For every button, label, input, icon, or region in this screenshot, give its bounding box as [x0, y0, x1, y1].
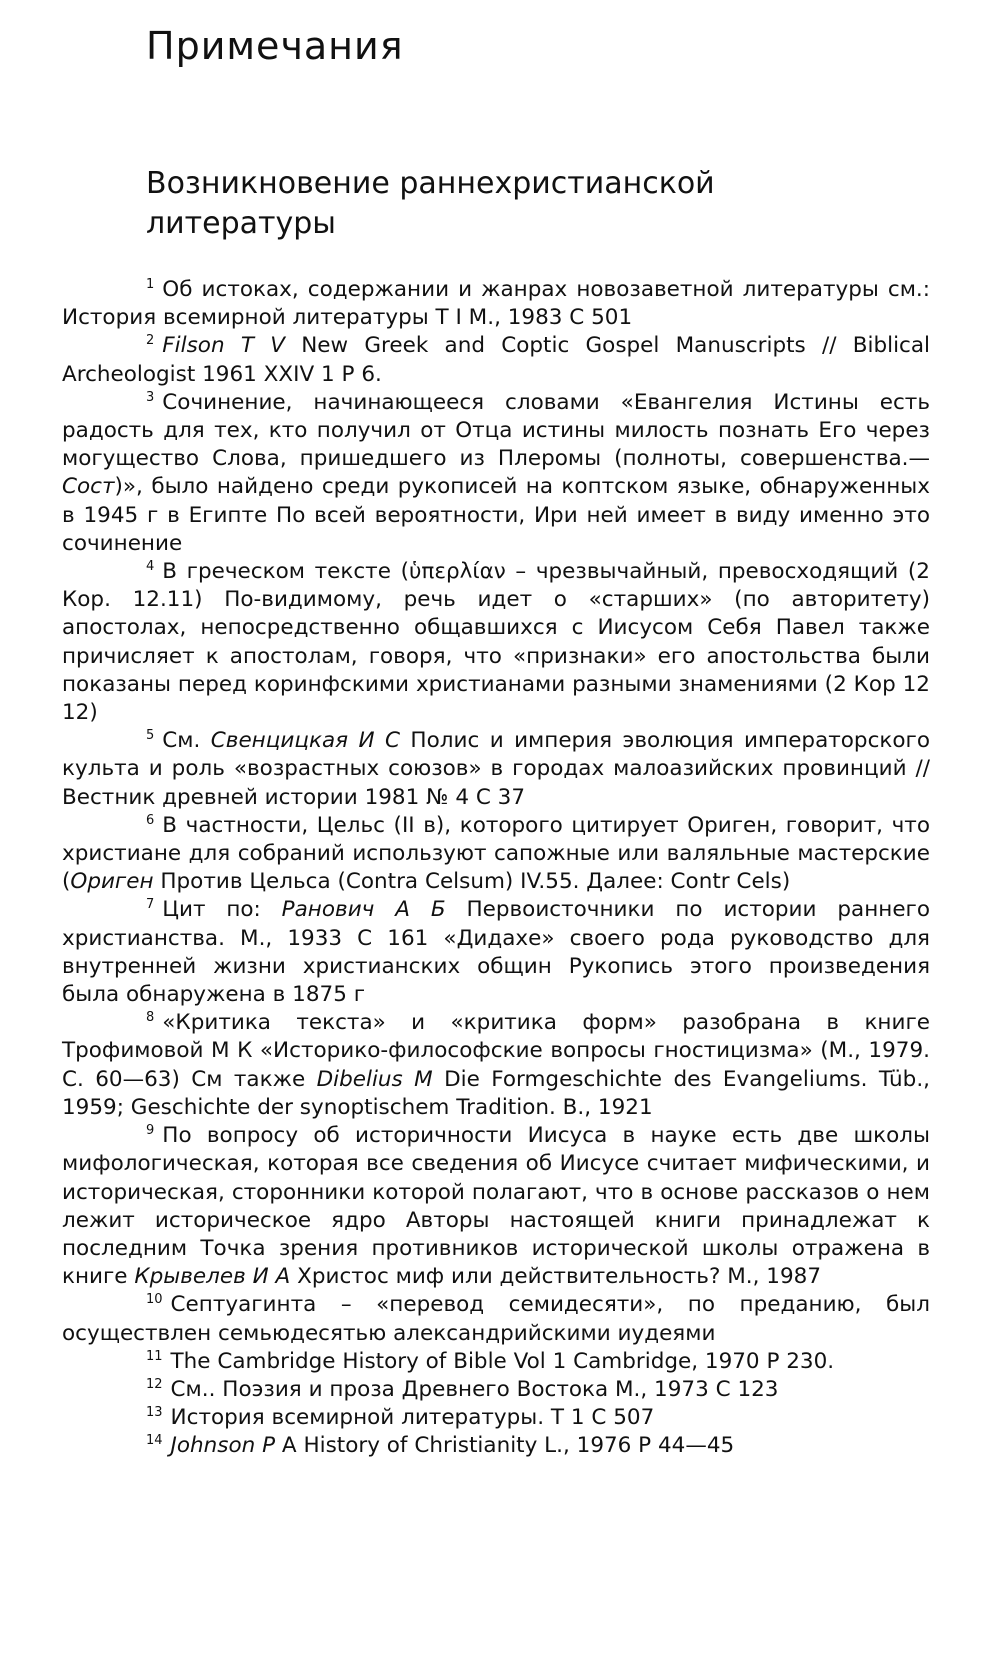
- footnote-text: В частности, Цельс (II в), которого цитирует Ориген, говорит, что христиане для собраний используют сапожные или валяльные мастерские (: [62, 812, 930, 895]
- footnote: [62, 1348, 930, 1376]
- footnote: [62, 558, 930, 727]
- footnote-text: A History of Christianity L., 1976 P 44—45: [275, 1433, 735, 1459]
- footnote-text: См.. Поэзия и проза Древнего Востока М., 1973 С 123: [170, 1376, 779, 1402]
- footnote-text: Цит по:: [162, 897, 282, 923]
- section-title: [146, 164, 930, 244]
- footnote-author: Johnson P: [170, 1433, 276, 1459]
- footnote-text: История всемирной литературы. Т 1 С 507: [170, 1405, 655, 1431]
- footnote: [62, 1291, 930, 1347]
- footnote-text: См.: [162, 728, 211, 754]
- footnote-number: 4: [146, 559, 155, 575]
- footnote-number: 3: [146, 389, 155, 405]
- footnote-author: Filson T V: [162, 333, 285, 359]
- footnote-text: Христос миф или действительность? М., 1987: [290, 1264, 821, 1290]
- footnote-number: 12: [146, 1376, 163, 1392]
- footnote-number: 10: [146, 1292, 163, 1308]
- footnote-number: 2: [146, 333, 155, 349]
- footnote-text: «Критика текста» и «критика форм» разобрана в книге Трофимовой М К «Историко-философские вопросы гностицизма» (М., 1979. С. 60—63) См также: [62, 1010, 930, 1092]
- footnote-number: 13: [146, 1405, 163, 1421]
- footnote-author: Dibelius M: [316, 1066, 433, 1092]
- footnote-author: Сост: [62, 474, 115, 500]
- footnote: [62, 727, 930, 812]
- footnote-number: 8: [146, 1010, 155, 1026]
- footnote-number: 1: [146, 277, 155, 292]
- footnote-text: Первоисточники по истории раннего христианства. М., 1933 С 161 «Дидахе» своего рода руководство для внутренней жизни христианских общин Рукопись этого произведения была обнаружена в 1875 г: [62, 897, 930, 1008]
- footnote-number: 5: [146, 728, 155, 744]
- footnote-number: 11: [146, 1348, 163, 1364]
- footnote-number: 14: [146, 1433, 163, 1449]
- footnote: [62, 1404, 930, 1432]
- footnote: [62, 332, 930, 388]
- footnotes-list: [62, 276, 930, 1461]
- footnote-author: Ранович А Б: [281, 897, 446, 923]
- footnote-number: 7: [146, 897, 155, 913]
- footnote-text: В греческом тексте (ὑπερλίαν – чрезвычайный, превосходящий (2 Кор. 12.11) По-видимому, речь идет о «старших» (по авторитету) апостолах, непосредственно общавшихся с Иисусом Себя Павел также причисляет к апостолам, говоря, что «признаки» его апостольства были показаны перед коринфскими христианами разными знамениями (2 Кор 12 12): [62, 559, 930, 726]
- footnote-number: 6: [146, 812, 155, 828]
- footnote-text: Септуагинта – «перевод семидесяти», по преданию, был осуществлен семьюдесятью александрийскими иудеями: [62, 1292, 930, 1346]
- footnote-number: 9: [146, 1123, 155, 1139]
- footnote: [62, 812, 930, 897]
- footnote-text: )», было найдено среди рукописей на коптском языке, обнаруженных в 1945 г в Египте По всей вероятности, Ири ней имеет в виду именно это сочинение: [62, 474, 930, 556]
- footnote: [62, 1122, 930, 1291]
- footnote-text: Против Цельса (Contra Celsum) IV.55. Далее: Contr Cels): [153, 869, 791, 895]
- section-title-line-2: литературы: [146, 206, 336, 241]
- footnote: [62, 1432, 930, 1460]
- section-title-line-1: Возникновение раннехристианской: [146, 166, 715, 201]
- footnote-text: Полис и империя эволюция императорского культа и роль «возрастных союзов» в городах малоазийских провинций // Вестник древней истории 1981 № 4 С 37: [62, 728, 930, 810]
- footnote-author: Ориген: [70, 869, 154, 895]
- footnote-text: New Greek and Coptic Gospel Manuscripts // Biblical Archeologist 1961 XXIV 1 P 6.: [62, 333, 931, 387]
- footnote-author: Крывелев И А: [134, 1264, 291, 1290]
- footnote: [62, 1009, 930, 1122]
- footnote-text: По вопросу об историчности Иисуса в науке есть две школы мифологическая, которая все сведения об Иисусе считает мифическими, и историческая, сторонники которой полагают, что в основе рассказов о нем лежит историческое ядро Авторы настоящей книги принадлежат к последним Точка зрения противников исторической школы отражена в книге: [62, 1123, 930, 1290]
- footnote: [62, 389, 930, 558]
- footnote-text: Об истоках, содержании и жанрах новозаветной литературы см.: История всемирной литературы Т I М., 1983 С 501: [62, 277, 930, 331]
- footnote: [62, 896, 930, 1009]
- footnote-author: Свенцицкая И С: [210, 728, 400, 754]
- footnote-text: The Cambridge History of Bible Vol 1 Cambridge, 1970 P 230.: [170, 1348, 835, 1374]
- footnote: [62, 276, 930, 332]
- footnote: [62, 1376, 930, 1404]
- footnote-text: Die Formgeschichte des Evangeliums. Tüb., 1959; Geschichte der synoptischem Tradition. B., 1921: [62, 1066, 930, 1120]
- page-title: Примечания: [146, 24, 404, 68]
- footnote-text: Сочинение, начинающееся словами «Евангелия Истины есть радость для тех, кто получил от Отца истины милость познать Его через могущество Слова, пришедшего из Плеромы (полноты, совершенства.—: [62, 389, 930, 472]
